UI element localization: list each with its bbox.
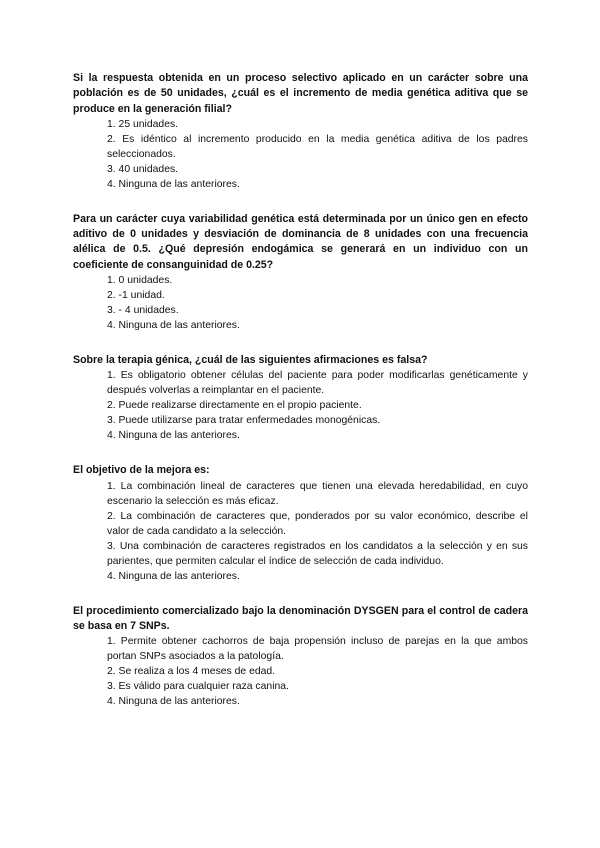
question-block xyxy=(73,604,528,710)
answer-option: 4. Ninguna de las anteriores. xyxy=(107,430,240,442)
question-text: El procedimiento comercializado bajo la denominación DYSGEN para el control de cadera se basa en 7 SNPs. xyxy=(73,604,528,632)
answer-option: 1. La combinación lineal de caracteres que tienen una elevada heredabilidad, en cuyo escenario la selección es más eficaz. xyxy=(107,480,528,507)
answer-option: 2. La combinación de caracteres que, ponderados por su valor económico, describe el valor de cada candidato a la selección. xyxy=(107,510,528,537)
answer-option: 3. Una combinación de caracteres registrados en los candidatos a la selección y en sus parientes, que permiten calcular el índice de selección de cada individuo. xyxy=(107,540,528,567)
answer-option: 4. Ninguna de las anteriores. xyxy=(107,696,240,708)
answer-option: 3. 40 unidades. xyxy=(107,163,179,175)
answer-option: 2. Se realiza a los 4 meses de edad. xyxy=(107,666,276,678)
answer-option: 2. Puede realizarse directamente en el propio paciente. xyxy=(107,400,362,412)
question-block xyxy=(73,353,528,443)
answer-option: 2. Es idéntico al incremento producido en la media genética aditiva de los padres seleccionados. xyxy=(107,133,528,160)
question-text: Para un carácter cuya variabilidad genética está determinada por un único gen en efecto aditivo de 0 unidades y desviación de dominancia de 8 unidades con una frecuencia alélica de 0.5. ¿Qué depresión endogámica se generará en un individuo con un coeficiente de consanguinidad de 0.25? xyxy=(73,212,528,271)
answer-option: 1. 0 unidades. xyxy=(107,275,173,287)
answer-option: 2. -1 unidad. xyxy=(107,290,165,302)
answer-option: 1. 25 unidades. xyxy=(107,118,179,130)
answer-list xyxy=(73,117,528,192)
question-text: El objetivo de la mejora es: xyxy=(73,464,210,477)
answer-option: 1. Es obligatorio obtener células del paciente para poder modificarlas genéticamente y después volverlas a reimplantar en el paciente. xyxy=(107,370,528,397)
question-block xyxy=(73,463,528,583)
answer-option: 4. Ninguna de las anteriores. xyxy=(107,320,240,332)
answer-list xyxy=(73,634,528,709)
question-list xyxy=(73,71,528,729)
answer-option: 4. Ninguna de las anteriores. xyxy=(107,570,240,582)
answer-option: 3. Puede utilizarse para tratar enfermedades monogénicas. xyxy=(107,415,381,427)
answer-option: 1. Permite obtener cachorros de baja propensión incluso de parejas en la que ambos portan SNPs asociados a la patología. xyxy=(107,636,528,663)
question-block xyxy=(73,71,528,192)
question-text: Si la respuesta obtenida en un proceso selectivo aplicado en un carácter sobre una población es de 50 unidades, ¿cuál es el incremento de media genética aditiva que se produce en la generación filial? xyxy=(73,72,528,115)
answer-list xyxy=(73,368,528,443)
answer-list xyxy=(73,479,528,584)
answer-option: 3. Es válido para cualquier raza canina. xyxy=(107,681,289,693)
answer-option: 3. - 4 unidades. xyxy=(107,305,179,317)
answer-option: 4. Ninguna de las anteriores. xyxy=(107,178,240,190)
question-block xyxy=(73,212,528,333)
question-text: Sobre la terapia génica, ¿cuál de las siguientes afirmaciones es falsa? xyxy=(73,354,428,367)
answer-list xyxy=(73,273,528,333)
